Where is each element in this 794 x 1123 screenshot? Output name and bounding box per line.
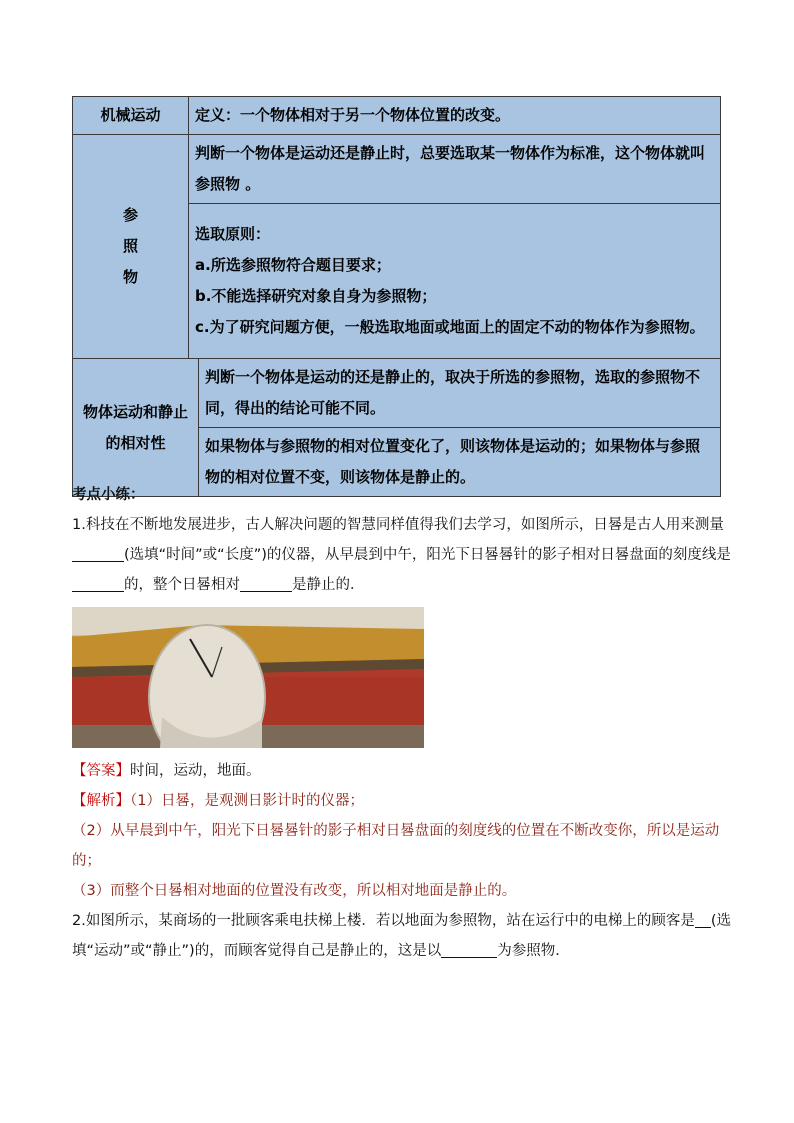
row-label-mechanical-motion: 机械运动 [73, 97, 189, 135]
analysis-line-3: （3）而整个日晷相对地面的位置没有改变，所以相对地面是静止的。 [72, 883, 517, 899]
row-content-definition: 定义：一个物体相对于另一个物体位置的改变。 [189, 97, 721, 135]
q1-blank-3[interactable] [240, 573, 292, 592]
principle-item: b.不能选择研究对象自身为参照物； [195, 287, 437, 305]
q2-blank-2[interactable] [441, 939, 497, 958]
question-1 [72, 510, 732, 600]
principle-item: a.所选参照物符合题目要求； [195, 256, 391, 274]
q2-text-part1: 2.如图所示，某商场的一批顾客乘电扶梯上楼．若以地面为参照物，站在运行中的电梯上的顾客是 [72, 913, 695, 929]
q2-text-part3: 为参照物． [497, 943, 570, 959]
q2-text-part2: (选填“运动”或“静止”)的，而顾客觉得自己是静止的，这是以 [72, 913, 732, 959]
analysis-mark: 【解析】 [72, 793, 130, 809]
principles-title: 选取原则： [195, 225, 271, 243]
row-content-selection-principles [189, 204, 721, 359]
sundial-illustration [72, 607, 424, 748]
analysis-line-2: （2）从早晨到中午，阳光下日晷晷针的影子相对日晷盘面的刻度线的位置在不断改变你，所以是运动的； [72, 823, 720, 869]
q1-blank-1[interactable] [72, 543, 124, 562]
table-row [73, 359, 721, 428]
analysis-line-1 [72, 786, 732, 816]
q1-text-part1: 1.科技在不断地发展进步，古人解决问题的智慧同样值得我们去学习，如图所示，日晷是古人用来测量 [72, 517, 724, 533]
answer-section [72, 756, 732, 966]
answer-mark: 【答案】 [72, 763, 130, 779]
table-row [73, 135, 721, 204]
row-content-relativity-a: 判断一个物体是运动的还是静止的，取决于所选的参照物，选取的参照物不同，得出的结论可能不同。 [199, 359, 721, 428]
q1-text-part2: (选填“时间”或“长度”)的仪器，从早晨到中午，阳光下日晷晷针的影子相对日晷盘面的刻度线是 [124, 547, 731, 563]
knowledge-table-wrap [72, 96, 720, 497]
row-content-relativity-b: 如果物体与参照物的相对位置变化了，则该物体是运动的；如果物体与参照物的相对位置不变，则该物体是静止的。 [199, 428, 721, 497]
q1-blank-2[interactable] [72, 573, 124, 592]
row-label-relativity: 物体运动和静止的相对性 [73, 359, 199, 497]
answer-text: 时间，运动，地面。 [130, 763, 261, 779]
sundial-photo [72, 607, 424, 748]
analysis-text-1: （1）日晷，是观测日影计时的仪器； [130, 793, 364, 809]
row-label-reference-object [73, 135, 189, 359]
q1-text-part3: 的，整个日晷相对 [124, 577, 240, 593]
practice-section [72, 480, 732, 600]
practice-heading: 考点小练： [72, 487, 145, 503]
table-row [73, 97, 721, 135]
principle-item: c.为了研究问题方便，一般选取地面或地面上的固定不动的物体作为参照物。 [195, 318, 705, 336]
q2-blank-1[interactable] [695, 909, 711, 928]
reference-label-text: 参 照 物 [122, 206, 138, 286]
question-2 [72, 906, 732, 966]
answer-line [72, 756, 732, 786]
knowledge-table [72, 96, 721, 497]
row-content-reference-definition: 判断一个物体是运动还是静止时，总要选取某一物体作为标准，这个物体就叫参照物 。 [189, 135, 721, 204]
q1-text-part4: 是静止的． [292, 577, 365, 593]
